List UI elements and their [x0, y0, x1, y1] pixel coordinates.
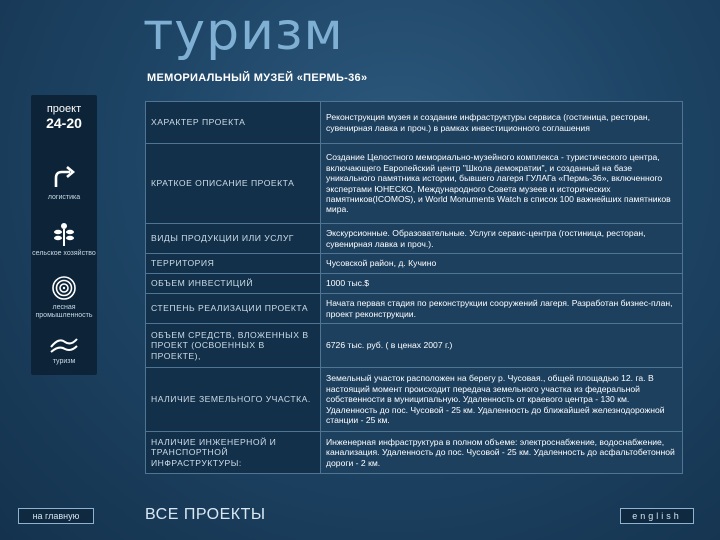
mountain-icon	[49, 333, 79, 355]
project-code: 24-20	[46, 115, 82, 131]
category-forestry[interactable]	[31, 275, 97, 320]
tree-rings-icon	[51, 275, 77, 301]
table-row	[146, 254, 683, 274]
all-projects-link[interactable]: ВСЕ ПРОЕКТЫ	[145, 506, 266, 523]
category-label: лесная промышленность	[35, 304, 93, 319]
row-label: ВИДЫ ПРОДУКЦИИ ИЛИ УСЛУГ	[146, 224, 321, 254]
category-agriculture[interactable]	[31, 221, 97, 258]
table-row	[146, 224, 683, 254]
row-label: ОБЪЕМ СРЕДСТВ, ВЛОЖЕННЫХ В ПРОЕКТ (ОСВОЕННЫХ В ПРОЕКТЕ),	[146, 324, 321, 368]
row-value: Создание Целостного мемориально-музейного комплекса - туристического центра, включающего Европейский центр "Школа демократии", и созданный на базе уникального памятника истории, бывшего лагеря ГУЛАГа «Пермь-36», включенного экспертами ЮНЕСКО, Международного Совета музеев и исторических памятников(ICOMOS), и World Monuments Watch в список 100 важнейших памятников мира.	[321, 144, 683, 224]
project-number-block	[31, 95, 97, 141]
table-row	[146, 102, 683, 144]
category-sidebar	[31, 95, 97, 375]
arrow-turn-icon	[50, 163, 78, 191]
row-label: НАЛИЧИЕ ЗЕМЕЛЬНОГО УЧАСТКА.	[146, 368, 321, 432]
row-value: Экскурсионные. Образовательные. Услуги сервис-центра (гостиница, ресторан, сувенирная лавка и проч.).	[321, 224, 683, 254]
page-title: туризм	[143, 2, 344, 62]
row-label: ОБЪЕМ ИНВЕСТИЦИЙ	[146, 274, 321, 294]
row-value: Начата первая стадия по реконструкции сооружений лагеря. Разработан бизнес-план, проект реконструкции.	[321, 294, 683, 324]
row-label: СТЕПЕНЬ РЕАЛИЗАЦИИ ПРОЕКТА	[146, 294, 321, 324]
category-label: туризм	[52, 358, 76, 365]
project-label: проект	[46, 103, 82, 115]
home-button[interactable]: на главную	[18, 508, 94, 524]
plant-icon	[51, 221, 77, 247]
row-value: Чусовской район, д. Кучино	[321, 254, 683, 274]
table-row	[146, 144, 683, 224]
row-label: ХАРАКТЕР ПРОЕКТА	[146, 102, 321, 144]
table-row	[146, 274, 683, 294]
category-logistics[interactable]	[31, 163, 97, 202]
row-label: ТЕРРИТОРИЯ	[146, 254, 321, 274]
category-label: логистика	[47, 194, 81, 201]
english-button[interactable]: english	[620, 508, 694, 524]
row-value: 1000 тыс.$	[321, 274, 683, 294]
page-subtitle: МЕМОРИАЛЬНЫЙ МУЗЕЙ «ПЕРМЬ-36»	[147, 72, 368, 84]
row-value: 6726 тыс. руб. ( в ценах 2007 г.)	[321, 324, 683, 368]
row-value: Инженерная инфраструктура в полном объеме: электроснабжение, водоснабжение, канализация. Удаленность до пос. Чусовой - 25 км. Удаленность до асфальтобетонной дороги - 2 км.	[321, 432, 683, 474]
table-row	[146, 294, 683, 324]
table-row	[146, 324, 683, 368]
row-label: КРАТКОЕ ОПИСАНИЕ ПРОЕКТА	[146, 144, 321, 224]
project-info-table	[145, 101, 683, 474]
table-row	[146, 368, 683, 432]
category-label: сельское хозяйство	[32, 250, 96, 257]
row-label: НАЛИЧИЕ ИНЖЕНЕРНОЙ И ТРАНСПОРТНОЙ ИНФРАСТРУКТУРЫ:	[146, 432, 321, 474]
category-tourism[interactable]	[31, 333, 97, 366]
row-value: Земельный участок расположен на берегу р. Чусовая., общей площадью 12. га. В настоящий момент происходит передача земельного участка из федеральной собственности в муниципальную. Удаленность от краевого центра - 130 км. Удаленность до пос. Чусовой - 25 км. Удаленность до ближайшей железнодорожной станции - 25 км.	[321, 368, 683, 432]
table-row	[146, 432, 683, 474]
row-value: Реконструкция музея и создание инфраструктуры сервиса (гостиница, ресторан, сувенирная лавка и проч.) в рамках инвестиционного соглашения	[321, 102, 683, 144]
